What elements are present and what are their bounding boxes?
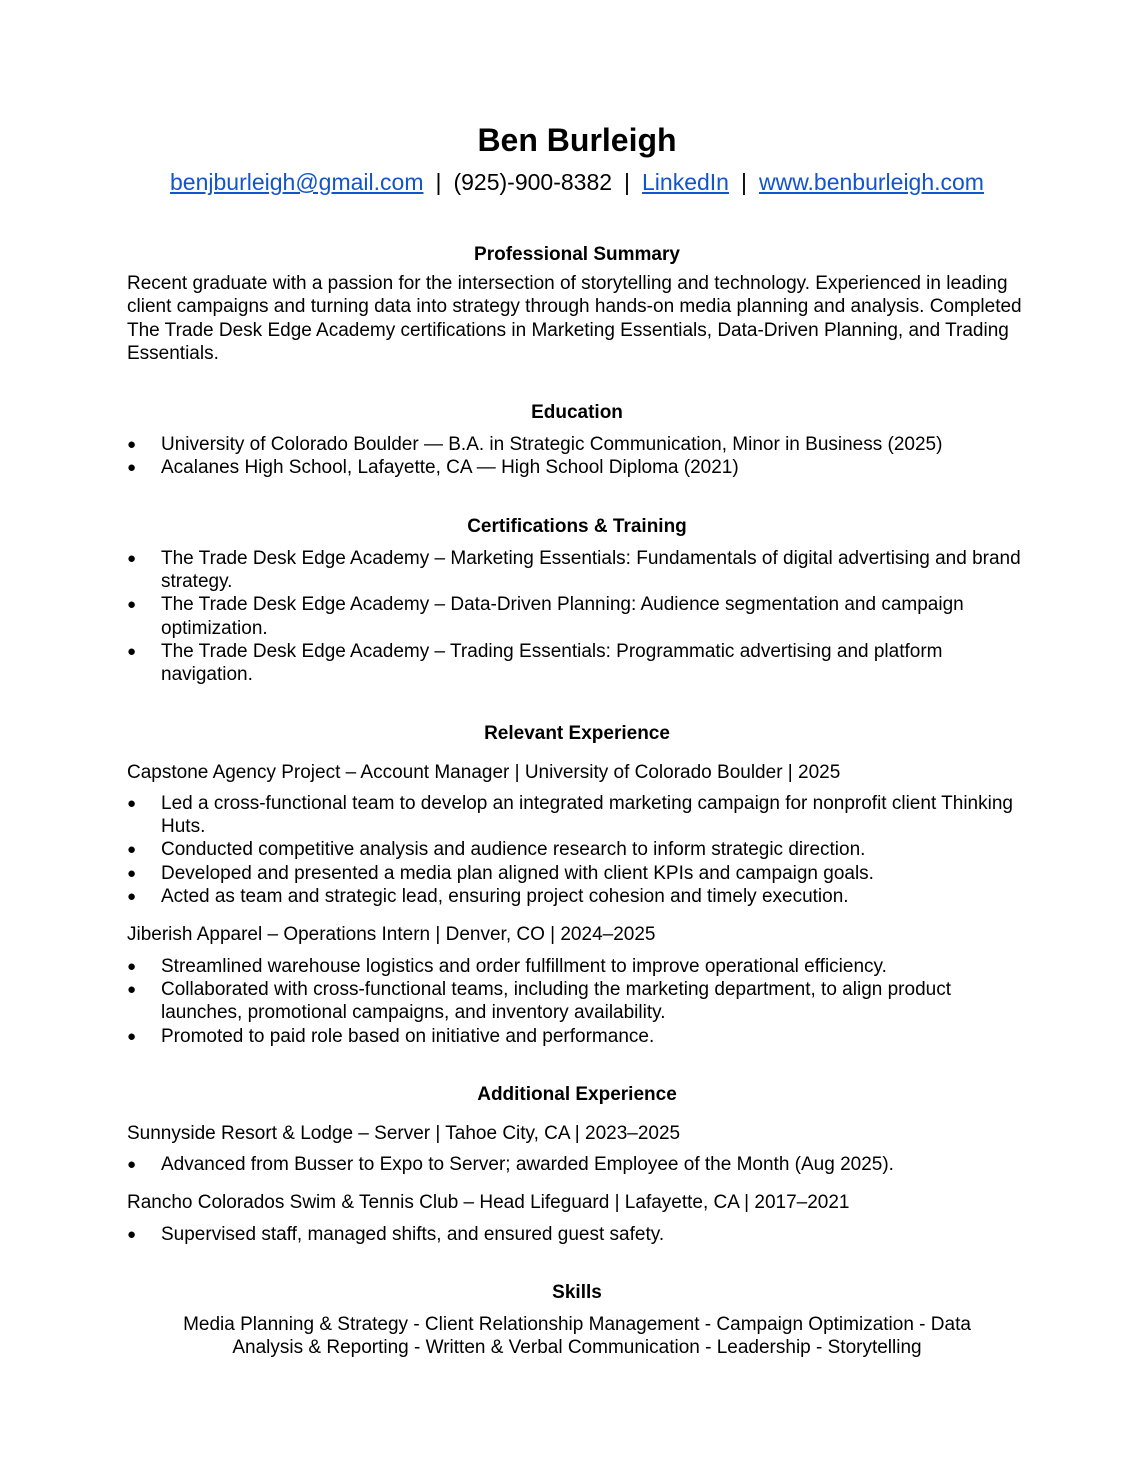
list-item: ● Acted as team and strategic lead, ensuring project cohesion and timely execution.	[127, 885, 1027, 908]
job-heading: Capstone Agency Project – Account Manager | University of Colorado Boulder | 2025	[127, 761, 841, 783]
list-item: ● Promoted to paid role based on initiative and performance.	[127, 1025, 1027, 1048]
job-bullets	[127, 792, 1027, 908]
job-heading: Sunnyside Resort & Lodge – Server | Tahoe City, CA | 2023–2025	[127, 1122, 681, 1144]
separator: |	[435, 169, 442, 195]
list-item: ● Streamlined warehouse logistics and order fulfillment to improve operational efficiency.	[127, 955, 1027, 978]
list-item: ● Acalanes High School, Lafayette, CA — High School Diploma (2021)	[127, 456, 1027, 479]
candidate-name: Ben Burleigh	[477, 122, 677, 158]
resume-page	[127, 118, 1027, 1360]
summary-text: Recent graduate with a passion for the intersection of storytelling and technology. Experienced in leading client campaigns and turning data into strategy through hands-on media planning and analysis. Completed The Trade Desk Edge Academy certifications in Marketing Essentials, Data-Driven Planning, and Trading Essentials.	[127, 273, 1022, 364]
skills-heading: Skills	[552, 1282, 602, 1304]
list-item: ● Conducted competitive analysis and audience research to inform strategic direction.	[127, 838, 1027, 861]
job-heading: Jiberish Apparel – Operations Intern | Denver, CO | 2024–2025	[127, 924, 656, 946]
list-item: ● The Trade Desk Edge Academy – Trading Essentials: Programmatic advertising and platform navigation.	[127, 640, 1027, 687]
contact-line	[127, 166, 1027, 198]
list-item: ● Led a cross-functional team to develop an integrated marketing campaign for nonprofit client Thinking Huts.	[127, 792, 1027, 839]
list-item: ● University of Colorado Boulder — B.A. in Strategic Communication, Minor in Business (2025)	[127, 433, 1027, 456]
phone-number: (925)-900-8382	[453, 169, 613, 195]
list-item: ● Supervised staff, managed shifts, and ensured guest safety.	[127, 1223, 1027, 1246]
separator: |	[624, 169, 631, 195]
summary-heading: Professional Summary	[474, 244, 680, 265]
job-bullets	[127, 955, 1027, 1048]
relevant-experience-heading: Relevant Experience	[484, 722, 670, 744]
list-item: ● Advanced from Busser to Expo to Server; awarded Employee of the Month (Aug 2025).	[127, 1153, 1027, 1176]
certifications-heading: Certifications & Training	[467, 515, 687, 537]
separator: |	[740, 169, 747, 195]
additional-experience-heading: Additional Experience	[477, 1083, 677, 1105]
email-link[interactable]: benjburleigh@gmail.com	[170, 169, 424, 195]
website-link[interactable]: www.benburleigh.com	[758, 169, 984, 195]
list-item: ● The Trade Desk Edge Academy – Data-Driven Planning: Audience segmentation and campaign optimization.	[127, 593, 1027, 640]
job-heading: Rancho Colorados Swim & Tennis Club – Head Lifeguard | Lafayette, CA | 2017–2021	[127, 1192, 850, 1214]
education-list	[127, 433, 1027, 480]
certifications-list	[127, 547, 1027, 687]
job-bullets	[127, 1223, 1027, 1246]
list-item: ● Developed and presented a media plan aligned with client KPIs and campaign goals.	[127, 862, 1027, 885]
linkedin-link[interactable]: LinkedIn	[642, 169, 729, 195]
education-heading: Education	[531, 402, 623, 424]
list-item: ● Collaborated with cross-functional teams, including the marketing department, to align product launches, promotional campaigns, and inventory availability.	[127, 978, 1027, 1025]
list-item: ● The Trade Desk Edge Academy – Marketing Essentials: Fundamentals of digital advertising and brand strategy.	[127, 547, 1027, 594]
job-bullets	[127, 1153, 1027, 1176]
skills-text: Media Planning & Strategy - Client Relationship Management - Campaign Optimization - Data Analysis & Reporting - Written & Verbal Communication - Leadership - Storytelling	[183, 1314, 971, 1359]
